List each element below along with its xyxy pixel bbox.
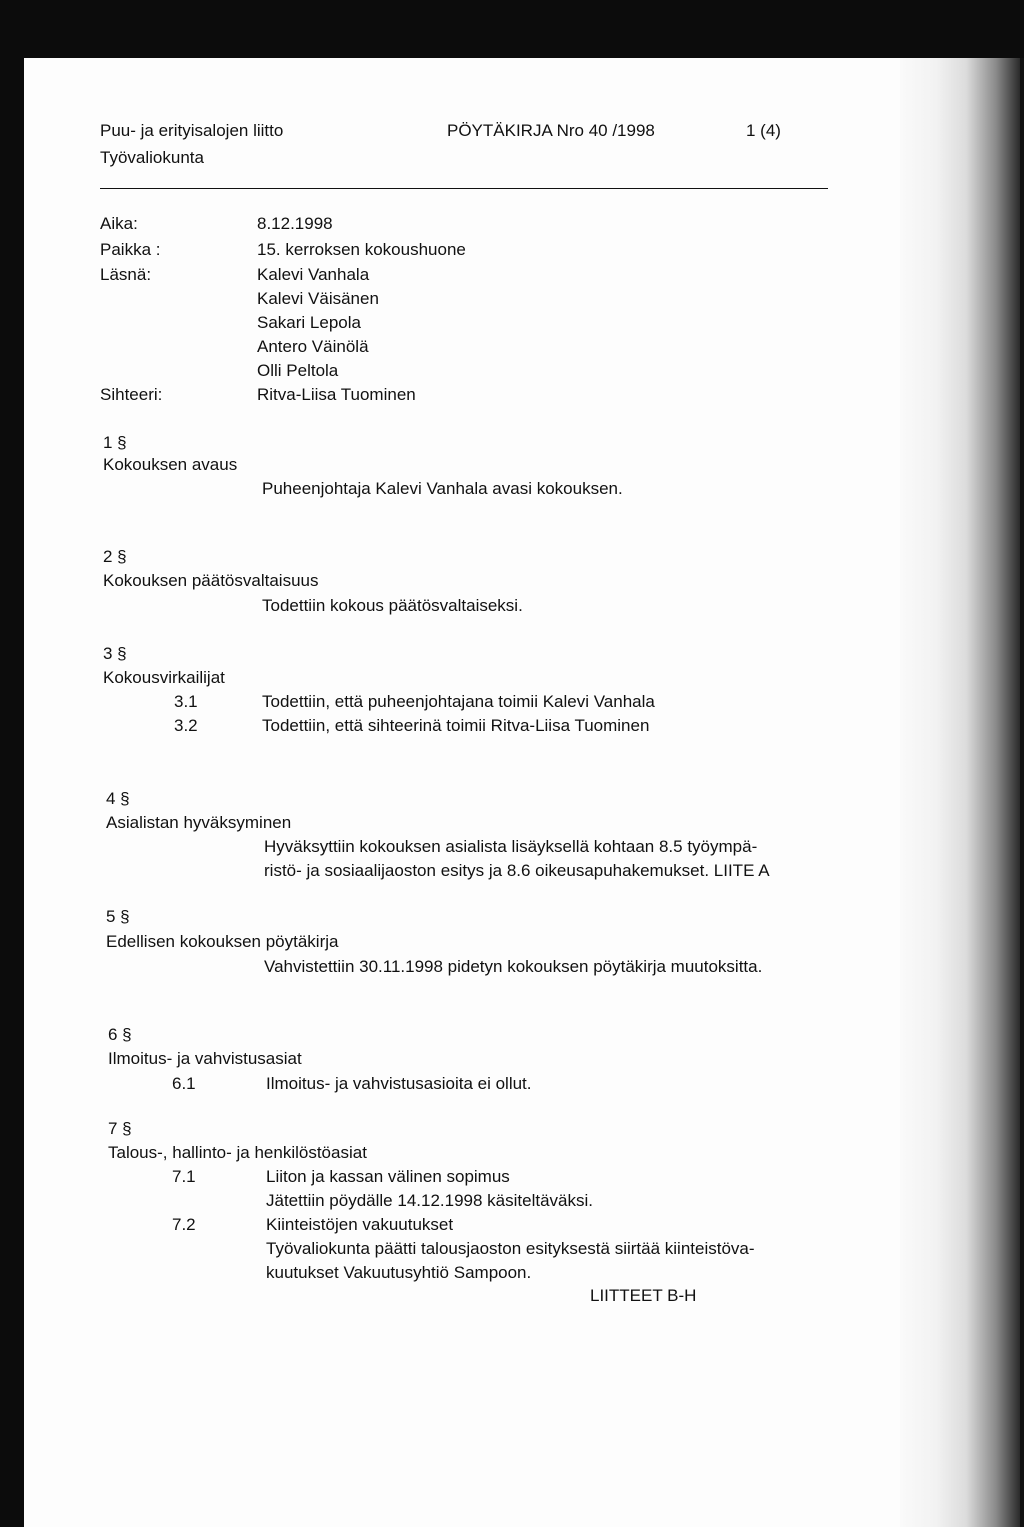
item-text: Ilmoitus- ja vahvistusasioita ei ollut.: [266, 1074, 532, 1093]
item-text-line: kuutukset Vakuutusyhtiö Sampoon.: [266, 1263, 532, 1282]
section-number: 3 §: [103, 644, 127, 663]
section-number: 4 §: [106, 789, 130, 808]
sihteeri-label: Sihteeri:: [100, 385, 163, 404]
committee-name: Työvaliokunta: [100, 148, 204, 167]
header-rule: [100, 188, 828, 189]
item-text: Jätettiin pöydälle 14.12.1998 käsiteltäväksi.: [266, 1191, 593, 1210]
section-text-line: Hyväksyttiin kokouksen asialista lisäyksellä kohtaan 8.5 työympä-: [264, 837, 758, 856]
section-text: Vahvistettiin 30.11.1998 pidetyn kokouksen pöytäkirja muutoksitta.: [264, 957, 763, 976]
sihteeri-value: Ritva-Liisa Tuominen: [257, 385, 416, 404]
item-text: Todettiin, että sihteerinä toimii Ritva-Liisa Tuominen: [262, 716, 650, 735]
attendee: Kalevi Vanhala: [257, 265, 370, 284]
page-number: 1 (4): [746, 121, 781, 140]
section-title: Kokousvirkailijat: [103, 668, 225, 687]
paikka-value: 15. kerroksen kokoushuone: [257, 240, 466, 259]
aika-value: 8.12.1998: [257, 214, 333, 233]
aika-label: Aika:: [100, 214, 138, 233]
attendee: Kalevi Väisänen: [257, 289, 379, 308]
lasna-label: Läsnä:: [100, 265, 152, 284]
item-title: Kiinteistöjen vakuutukset: [266, 1215, 454, 1234]
section-text: Todettiin kokous päätösvaltaiseksi.: [262, 596, 523, 615]
section-title: Edellisen kokouksen pöytäkirja: [106, 932, 339, 951]
attendee: Antero Väinölä: [257, 337, 369, 356]
organization-name: Puu- ja erityisalojen liitto: [100, 121, 284, 140]
section-number: 2 §: [103, 547, 127, 566]
section-title: Ilmoitus- ja vahvistusasiat: [108, 1049, 302, 1068]
item-title: Liiton ja kassan välinen sopimus: [266, 1167, 510, 1186]
section-text-line: ristö- ja sosiaalijaoston esitys ja 8.6 oikeusapuhakemukset. LIITE A: [264, 861, 770, 880]
item-number: 7.1: [172, 1167, 196, 1186]
section-number: 1 §: [103, 433, 127, 452]
section-title: Talous-, hallinto- ja henkilöstöasiat: [108, 1143, 367, 1162]
paikka-label: Paikka :: [100, 240, 161, 259]
attachments-reference: LIITTEET B-H: [590, 1286, 697, 1305]
section-title: Kokouksen avaus: [103, 455, 238, 474]
section-number: 6 §: [108, 1025, 132, 1044]
section-text: Puheenjohtaja Kalevi Vanhala avasi kokouksen.: [262, 479, 623, 498]
item-number: 6.1: [172, 1074, 196, 1093]
item-number: 7.2: [172, 1215, 196, 1234]
attendee: Sakari Lepola: [257, 313, 361, 332]
section-title: Asialistan hyväksyminen: [106, 813, 292, 832]
item-number: 3.2: [174, 716, 198, 735]
document-title: PÖYTÄKIRJA Nro 40 /1998: [447, 121, 655, 140]
attendee: Olli Peltola: [257, 361, 339, 380]
section-title: Kokouksen päätösvaltaisuus: [103, 571, 319, 590]
section-number: 5 §: [106, 907, 130, 926]
item-number: 3.1: [174, 692, 198, 711]
item-text-line: Työvaliokunta päätti talousjaoston esityksestä siirtää kiinteistöva-: [266, 1239, 755, 1258]
section-number: 7 §: [108, 1119, 132, 1138]
item-text: Todettiin, että puheenjohtajana toimii Kalevi Vanhala: [262, 692, 655, 711]
